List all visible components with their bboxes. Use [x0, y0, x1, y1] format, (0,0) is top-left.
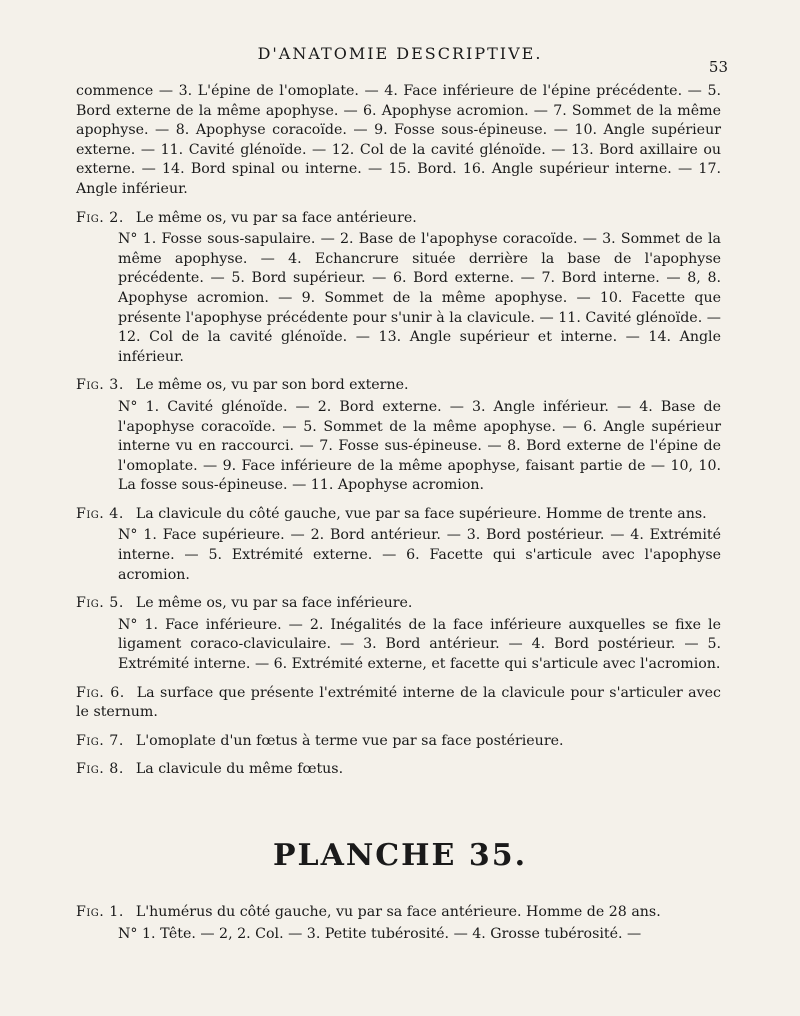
figure-title: L'humérus du côté gauche, vu par sa face antérieure. Homme de 28 ans. — [135, 904, 661, 920]
figure-label: Fig. 6. — [76, 684, 125, 701]
figure-title: La surface que présente l'extrémité interne de la clavicule pour s'articuler avec le sternum. — [76, 684, 721, 721]
figure-title: La clavicule du côté gauche, vue par sa face supérieure. Homme de trente ans. — [135, 505, 707, 522]
figure-title: Le même os, vu par sa face antérieure. — [135, 209, 417, 226]
figure-entry-8 — [76, 760, 721, 780]
figure-title: Le même os, vu par son bord externe. — [135, 377, 409, 394]
figure-legend: N° 1. Face inférieure. — 2. Inégalités de la face inférieure auxquelles se fixe le ligament coraco-claviculaire. — 3. Bord antérieur. — 4. Bord postérieur. — 5. Extrémité interne. — 6. Extrémité externe, et facette qui s'articule avec l'acromion. — [118, 616, 721, 673]
figure-legend: N° 1. Face supérieure. — 2. Bord antérieur. — 3. Bord postérieur. — 4. Extrémité interne. — 5. Extrémité externe. — 6. Facette qui s'articule avec l'apophyse acromion. — [118, 527, 721, 583]
figure-entry-4 — [76, 505, 721, 585]
figure-label: Fig. 1. — [76, 904, 124, 920]
figure-label: Fig. 5. — [76, 595, 124, 612]
figure-entry-5 — [76, 594, 721, 674]
figure-entry-6 — [76, 684, 721, 723]
plate-figure-entry-1 — [76, 902, 721, 944]
figure-legend: N° 1. Cavité glénoïde. — 2. Bord externe. — 3. Angle inférieur. — 4. Base de l'apophyse coracoïde. — 5. Sommet de la même apophyse. — 6. Angle supérieur interne vu en raccourci. — 7. Fosse sus-épineuse. — 8. Bord externe de l'épine de l'omoplate. — 9. Face inférieure de la même apophyse, faisant partie de — 10, 10. La fosse sous-épineuse. — 11. Apophyse acromion. — [118, 398, 721, 494]
figure-label: Fig. 3. — [76, 377, 124, 394]
main-text — [76, 82, 721, 789]
figure-label: Fig. 4. — [76, 505, 124, 522]
figure-title: Le même os, vu par sa face inférieure. — [135, 595, 413, 612]
figure-label: Fig. 8. — [76, 761, 124, 778]
figure-title: La clavicule du même fœtus. — [135, 761, 344, 778]
continuation-paragraph: commence — 3. L'épine de l'omoplate. — 4. Face inférieure de l'épine précédente. — 5. Bord externe de la même apophyse. — 6. Apophyse acromion. — 7. Sommet de la même apophyse. — 8. Apophyse coracoïde. — 9. Fosse sous-épineuse. — 10. Angle supérieur externe. — 11. Cavité glénoïde. — 12. Col de la cavité glénoïde. — 13. Bord axillaire ou externe. — 14. Bord spinal ou interne. — 15. Bord. 16. Angle supérieur interne. — 17. Angle inférieur. — [76, 83, 721, 197]
running-title: D'ANATOMIE DESCRIPTIVE. — [257, 44, 543, 63]
figure-legend: N° 1. Fosse sous-sapulaire. — 2. Base de l'apophyse coracoïde. — 3. Sommet de la même apophyse. — 4. Echancrure située derrière la base de l'apophyse précédente. — 5. Bord supérieur. — 6. Bord externe. — 7. Bord interne. — 8, 8. Apophyse acromion. — 9. Sommet de la même apophyse. — 10. Facette que présente l'apophyse précédente pour s'unir à la clavicule. — 11. Cavité glénoïde. — 12. Col de la cavité glénoïde. — 13. Angle supérieur et interne. — 14. Angle inférieur. — [118, 231, 721, 365]
figure-label: Fig. 2. — [76, 209, 124, 226]
figure-legend: N° 1. Tête. — 2, 2. Col. — 3. Petite tubérosité. — 4. Grosse tubérosité. — — [118, 926, 642, 942]
figure-title: L'omoplate d'un fœtus à terme vue par sa face postérieure. — [135, 732, 564, 749]
plate-text — [76, 902, 721, 944]
figure-entry-7 — [76, 732, 721, 752]
plate-heading: PLANCHE 35. — [272, 838, 528, 873]
figure-entry-2 — [76, 209, 721, 368]
page-number: 53 — [708, 58, 728, 76]
figure-label: Fig. 7. — [76, 732, 124, 749]
figure-entry-3 — [76, 376, 721, 496]
